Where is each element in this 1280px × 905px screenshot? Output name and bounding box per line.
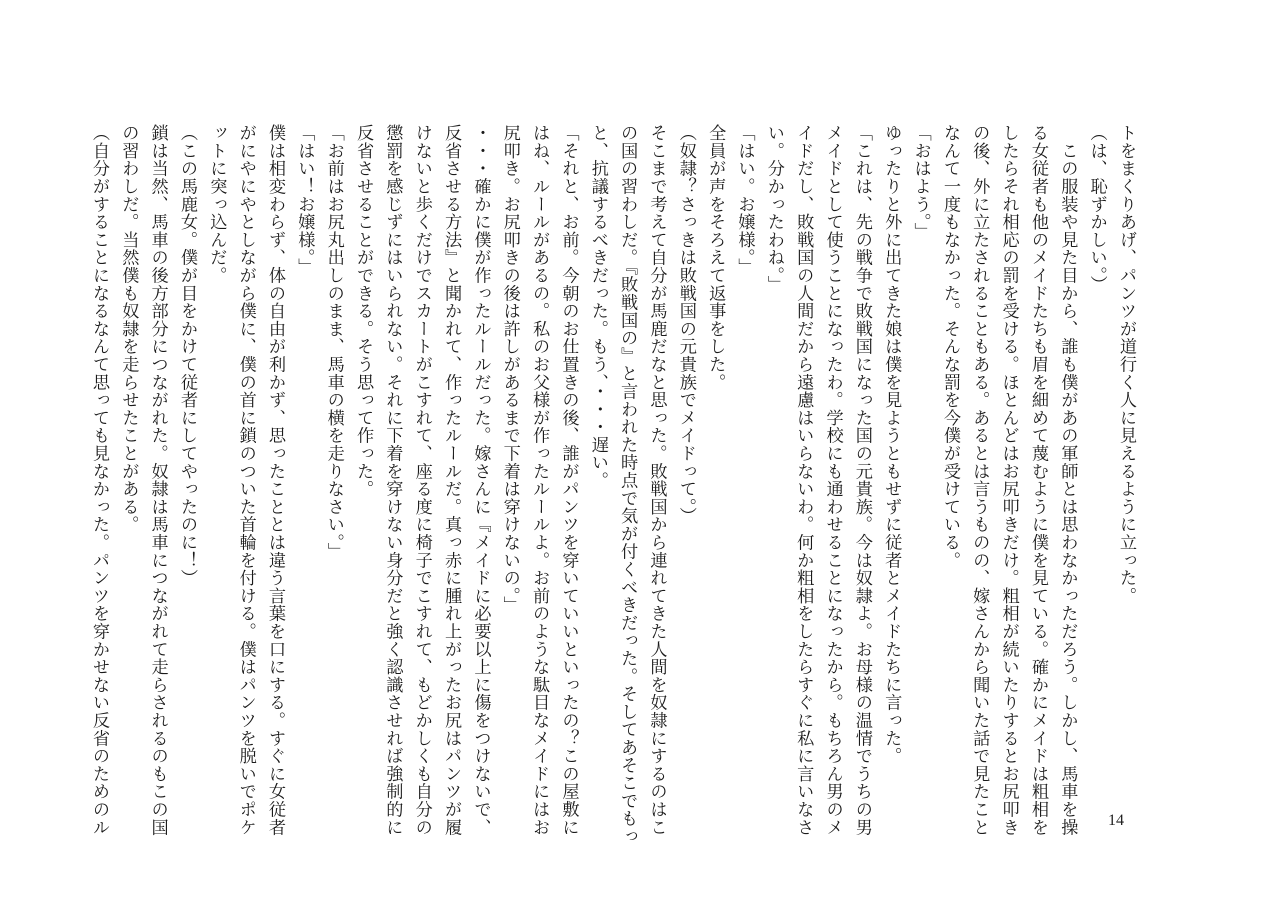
- text-line: トをまくりあげ、パンツが道行く人に見えるように立った。: [1116, 124, 1136, 605]
- text-line: る女従者も他のメイドたちも眉を細めて蔑むように僕を見ている。確かにメイドは粗相を: [1027, 124, 1048, 836]
- text-line: 反省させることができる。そう思って作った。: [353, 124, 374, 498]
- text-line: ゆったりと外に出てきた娘は僕を見ようともせずに従者とメイドたちに言った。: [881, 124, 902, 765]
- text-line: けないと歩くだけでスカートがこすれて、座る度に椅子でこすれて、もどかしくも自分の: [411, 124, 432, 836]
- text-line: ットに突っ込んだ。: [206, 124, 227, 285]
- text-line: ・・・確かに僕が作ったルールだった。嫁さんに『メイドに必要以上に傷をつけないで、: [470, 124, 491, 836]
- text-line: 僕は相変わらず、体の自由が利かず、思ったこととは違う言葉を口にする。すぐに女従者: [265, 124, 286, 836]
- text-line: 懲罰を感じずにはいられない。それに下着を穿けない身分だと強く認識させれば強制的に: [382, 124, 403, 836]
- text-line: 「お前はお尻丸出しのまま、馬車の横を走りなさい。」: [323, 124, 344, 561]
- text-line: い。分かったわね。」: [763, 124, 784, 294]
- text-line: （奴隷？さっきは敗戦国の元貴族でメイドって。）: [675, 124, 696, 525]
- text-line: 「はい！お嬢様。」: [294, 124, 315, 276]
- text-line: 「それと、お前。今朝のお仕置きの後、誰がパンツを穿いていいといったの？この屋敷に: [558, 124, 579, 836]
- text-line: 尻叩き。お尻叩きの後は許しがあるまで下着は穿けないの。」: [499, 124, 520, 614]
- text-line: 「おはよう。」: [910, 124, 931, 240]
- text-line: 鎖は当然、馬車の後方部分につながれた。奴隷は馬車につながれて走らされるのもこの国: [147, 124, 168, 836]
- text-line: の国の習わしだ。『敗戦国の』と言われた時点で気が付くべきだった。そしてあそこでもっ: [617, 124, 638, 846]
- text-line: 「これは、先の戦争で敗戦国になった国の元貴族。今は奴隷よ。お母様の温情でうちの男: [851, 124, 872, 836]
- text-line: と、抗議するべきだった。もう、・・・遅い。: [587, 124, 608, 490]
- text-line: の後、外に立たされることもある。あるとは言うものの、嫁さんから聞いた話で見たこと: [969, 124, 990, 836]
- text-line: （は、恥ずかしい。）: [1086, 124, 1107, 294]
- text-line: 「はい。お嬢様。」: [734, 124, 755, 276]
- text-line: 全員が声をそろえて返事をした。: [705, 124, 726, 391]
- text-line: がにやにやとしながら僕に、僕の首に鎖のついた首輪を付ける。僕はパンツを脱いでポケ: [235, 124, 256, 836]
- page-number: 14: [1108, 812, 1124, 829]
- text-line: この服装や見た目から、誰も僕があの軍師とは思わなかっただろう。しかし、馬車を操: [1057, 124, 1078, 836]
- text-line: そこまで考えて自分が馬鹿だなと思った。敗戦国から連れてきた人間を奴隷にするのはこ: [646, 124, 667, 836]
- text-line: イドだし、敗戦国の人間だから遠慮はいらないわ。何か粗相をしたらすぐに私に言いなさ: [793, 124, 814, 836]
- text-line: の習わしだ。当然僕も奴隷を走らせたことがある。: [118, 124, 139, 534]
- vertical-text-body: [84, 124, 1140, 846]
- text-line: なんて一度もなかった。そんな罰を今僕が受けている。: [939, 124, 960, 569]
- text-line: （自分がすることになるなんて思っても見なかった。パンツを穿かせない反省のためのル: [88, 124, 109, 836]
- text-line: 反省させる方法』と聞かれて、作ったルールだ。真っ赤に腫れ上がったお尻はパンツが履: [441, 124, 462, 836]
- text-line: したらそれ相応の罰を受ける。ほとんどはお尻叩きだけ。粗相が続いたりするとお尻叩き: [998, 124, 1019, 836]
- text-line: メイドとして使うことになったわ。学校にも通わせることになったから。もちろん男のメ: [822, 124, 843, 836]
- text-line: はね、ルールがあるの。私のお父様が作ったルールよ。お前のような駄目なメイドにはお: [529, 124, 550, 836]
- text-line: （この馬鹿女。僕が目をかけて従者にしてやったのに！）: [177, 124, 197, 587]
